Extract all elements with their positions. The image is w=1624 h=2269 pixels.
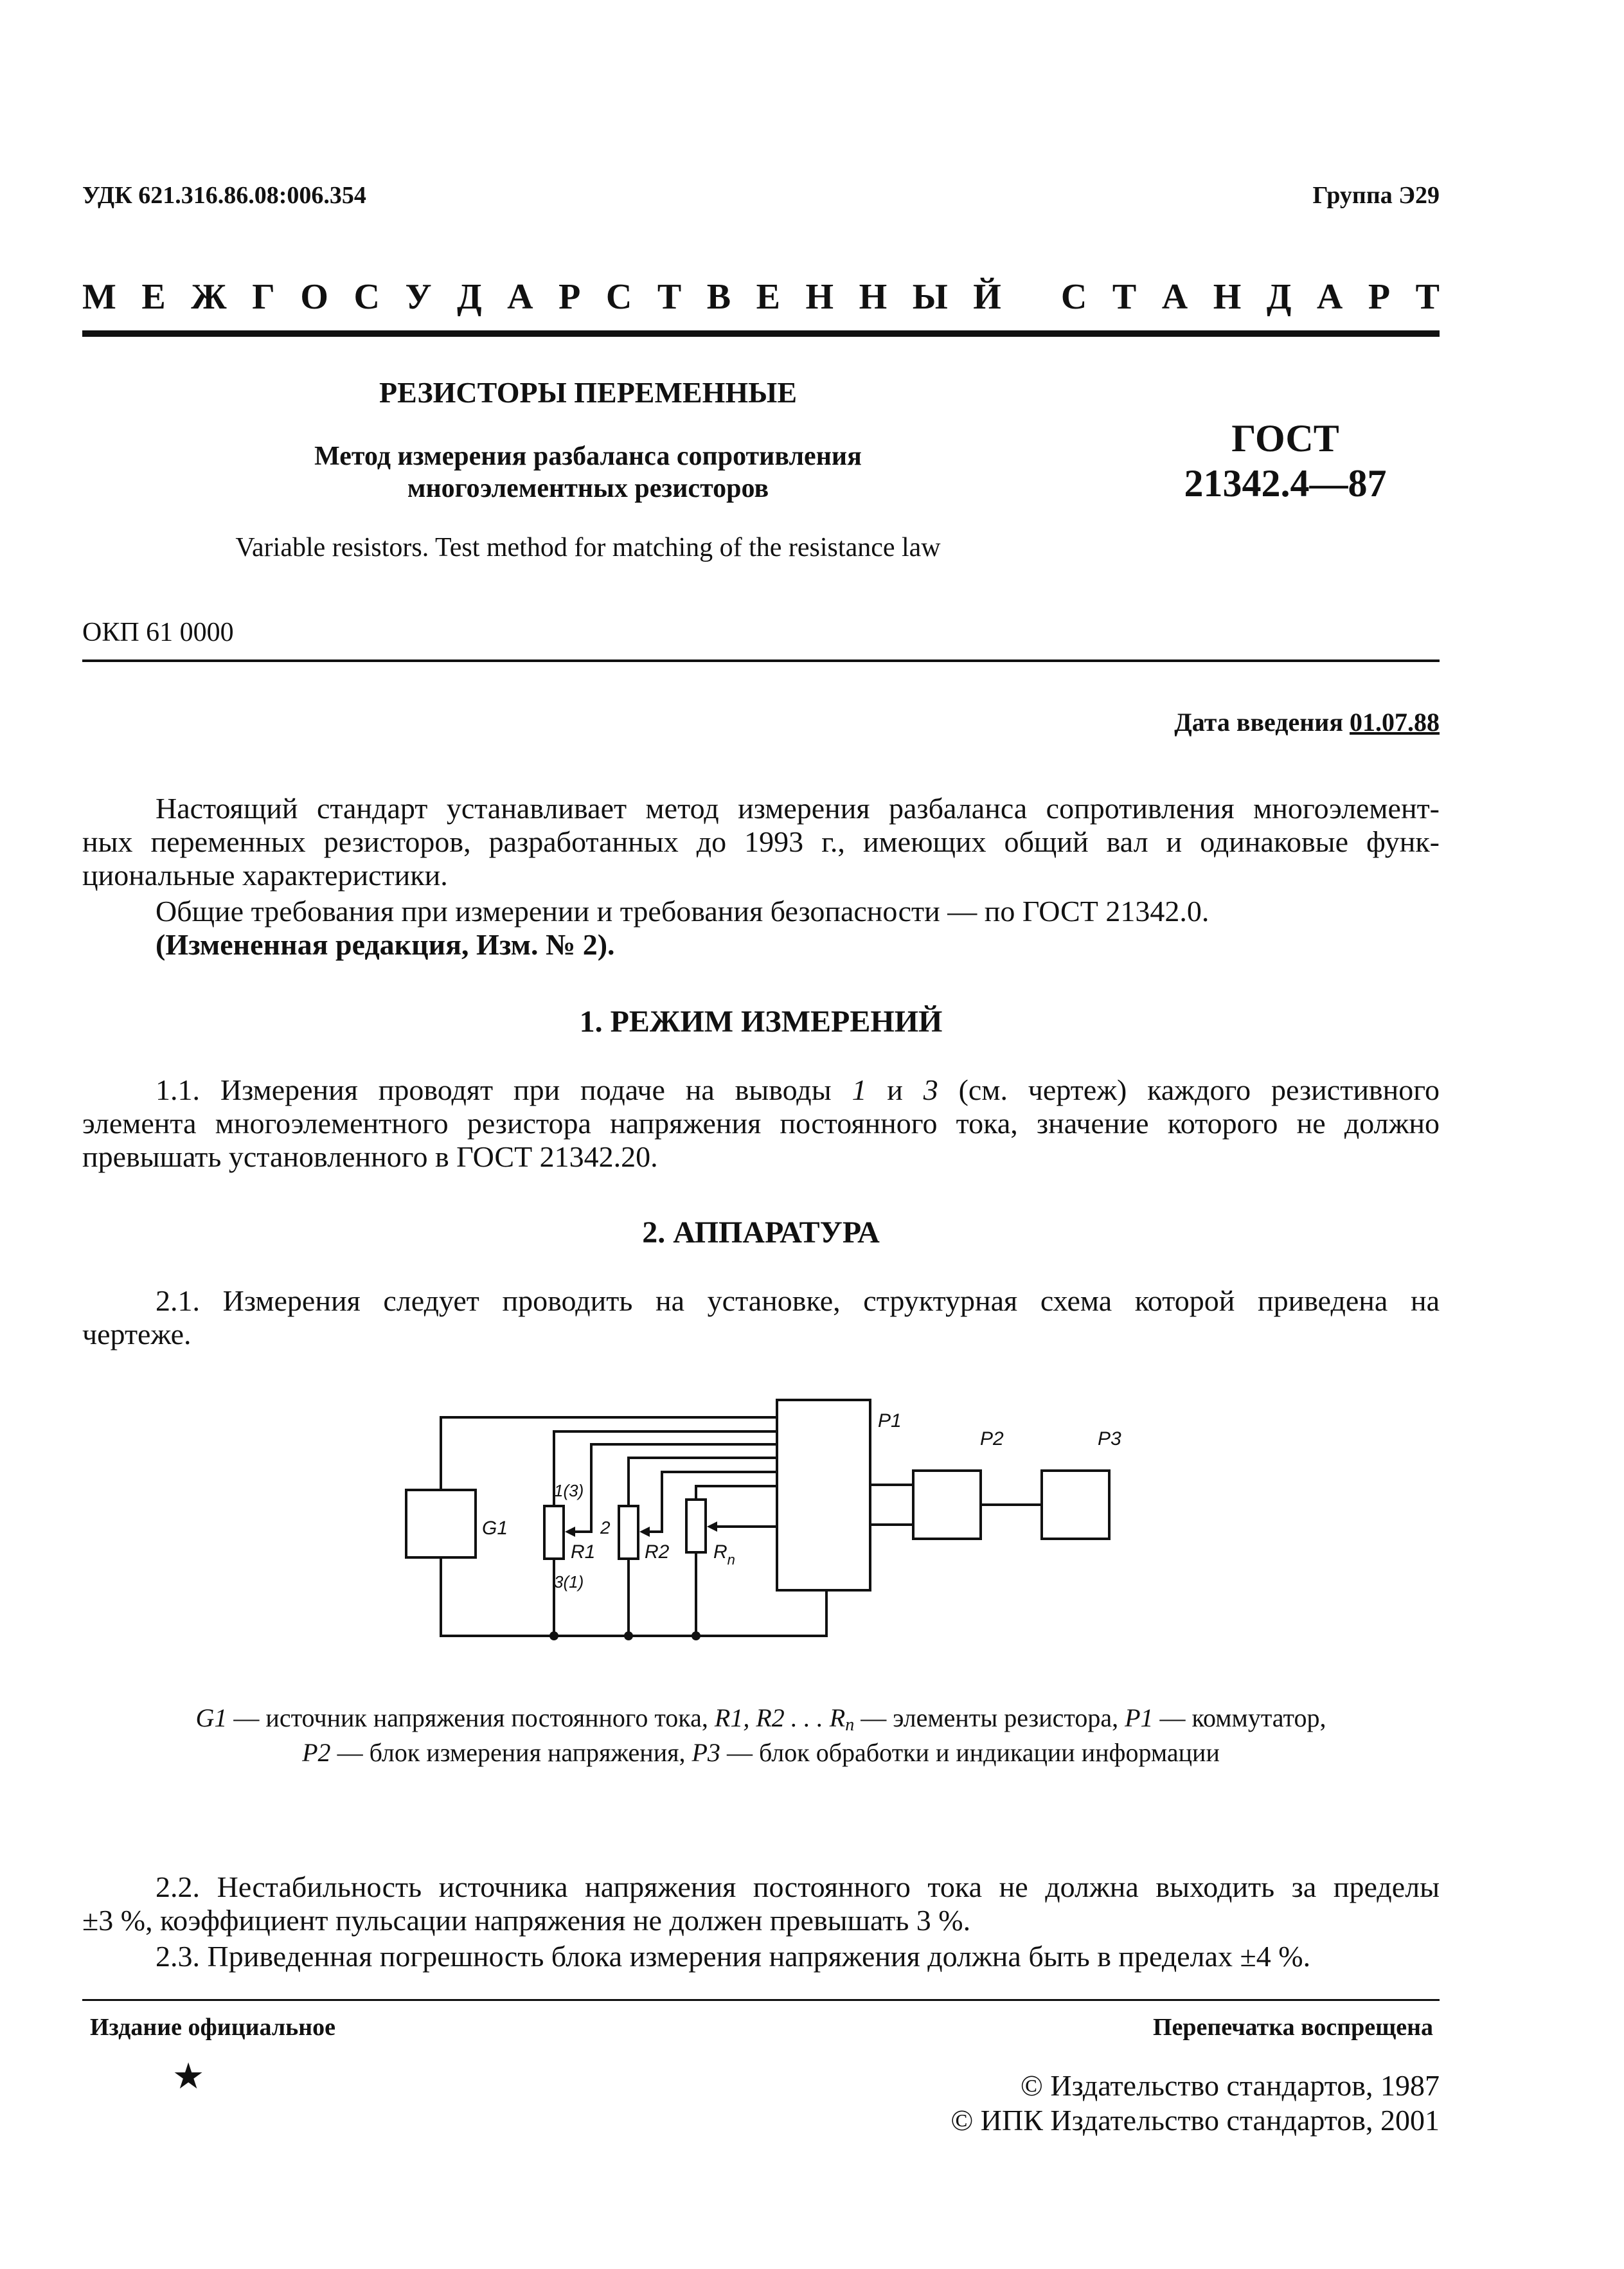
p1-block [777, 1400, 870, 1590]
title-letter: Ж [191, 277, 227, 317]
doc-subtitle-2: многоэлементных резисторов [407, 474, 769, 503]
title-rule [82, 330, 1440, 337]
p2-block [913, 1471, 981, 1539]
title-letter: Г [252, 277, 275, 317]
date-label: Дата введения [1174, 708, 1343, 737]
label-pin-2: 2 [600, 1518, 611, 1538]
section-1-line-2: элемента многоэлементного резистора напряжения постоянного тока, значение которого не должно [82, 1107, 1440, 1140]
title-letter: Р [558, 277, 581, 317]
official-edition: Издание официальное [90, 2014, 336, 2041]
title-letter: Ы [912, 277, 948, 317]
copyright-2001: © ИПК Издательство стандартов, 2001 [950, 2104, 1440, 2137]
intro-revision: (Измененная редакция, Изм. № 2). [156, 928, 615, 961]
introduction-date [1174, 707, 1440, 737]
title-letter: Т [657, 277, 682, 317]
label-r1: R1 [571, 1541, 596, 1563]
section-1-title: 1. РЕЖИМ ИЗМЕРЕНИЙ [579, 1005, 943, 1039]
cap-p3: P3 [692, 1738, 720, 1767]
title-letter: Е [756, 277, 780, 317]
section-2-2-line-1: 2.2. Нестабильность источника напряжения постоянного тока не должна выходить за пределы [156, 1870, 1440, 1903]
title-letter: С [1060, 277, 1087, 317]
section-2-1-line-2: чертеже. [82, 1318, 192, 1350]
section-2-3: 2.3. Приведенная погрешность блока измерения напряжения должна быть в пределах ±4 %. [156, 1940, 1311, 1973]
label-rn [713, 1541, 735, 1568]
cap-text-a: — источник напряжения постоянного тока, [227, 1703, 715, 1732]
cap-r: R1, R2 . . . R [714, 1703, 846, 1732]
okp-code: ОКП 61 0000 [82, 618, 234, 647]
p3-block [1042, 1471, 1109, 1539]
structural-diagram [386, 1382, 1189, 1652]
intro-line-3: циональные характеристики. [82, 859, 448, 892]
title-word-gap [1026, 276, 1035, 318]
doc-title: РЕЗИСТОРЫ ПЕРЕМЕННЫЕ [379, 376, 797, 409]
r1-resistor [544, 1506, 564, 1559]
title-letter: Т [1112, 277, 1137, 317]
section-2-1-line-1: 2.1. Измерения следует проводить на установке, структурная схема которой приведена на [156, 1284, 1440, 1317]
title-letter: Н [859, 277, 888, 317]
date-value: 01.07.88 [1350, 708, 1440, 737]
title-letter: А [507, 277, 533, 317]
title-letter: Н [1213, 277, 1242, 317]
udk-code: УДК 621.316.86.08:006.354 [82, 182, 366, 209]
cap-r-sub: n [845, 1715, 855, 1735]
s1-text-a: 1.1. Измерения проводят при подаче на выводы [156, 1073, 852, 1106]
title-letter: Д [1266, 277, 1292, 317]
section-2-2-line-2: ±3 %, коэффициент пульсации напряжения не должен превышать 3 %. [82, 1904, 971, 1937]
label-rn-sub: n [727, 1552, 735, 1568]
rn-resistor [686, 1500, 706, 1552]
label-r2: R2 [645, 1541, 670, 1563]
section-1-line-1 [82, 1073, 1440, 1107]
title-letter: М [82, 277, 116, 317]
intro-line-1: Настоящий стандарт устанавливает метод измерения разбаланса сопротивления многоэлемент- [156, 792, 1440, 825]
label-pin-1-3: 1(3) [554, 1481, 584, 1500]
title-letter: У [405, 277, 432, 317]
cap-p2: P2 [302, 1738, 331, 1767]
title-letter: О [300, 277, 328, 317]
g1-block [406, 1490, 476, 1557]
cap-text-c: — коммутатор, [1153, 1703, 1326, 1732]
label-p2: P2 [980, 1428, 1004, 1449]
gost-label: ГОСТ [1231, 417, 1339, 460]
title-letter: В [706, 277, 731, 317]
section-1-line-3: превышать установленного в ГОСТ 21342.20. [82, 1140, 658, 1173]
title-letter: Е [141, 277, 166, 317]
label-g1: G1 [482, 1518, 508, 1539]
s1-text-b: и [866, 1073, 924, 1106]
intro-requirements: Общие требования при измерении и требования безопасности — по ГОСТ 21342.0. [156, 895, 1209, 928]
title-letter: С [353, 277, 380, 317]
doc-title-english: Variable resistors. Test method for matching of the resistance law [235, 533, 941, 562]
title-letter: А [1316, 277, 1343, 317]
label-p3: P3 [1098, 1428, 1121, 1449]
cap-p1: P1 [1125, 1703, 1154, 1732]
cap-text-e: — блок обработки и индикации информации [720, 1738, 1220, 1767]
section-2-title: 2. АППАРАТУРА [642, 1215, 880, 1250]
star-icon: ★ [172, 2057, 205, 2097]
standard-type-title [82, 276, 1440, 318]
okp-rule [82, 659, 1440, 662]
group-code: Группа Э29 [1312, 182, 1440, 209]
title-letter: Р [1368, 277, 1391, 317]
title-letter: Д [457, 277, 482, 317]
cap-g1: G1 [195, 1703, 228, 1732]
label-rn-main: R [713, 1541, 727, 1563]
gost-number: 21342.4—87 [1184, 462, 1387, 505]
footer-rule [82, 1999, 1440, 2001]
s1-text-c: (см. чертеж) каждого резистивного [938, 1073, 1440, 1106]
label-pin-3-1: 3(1) [554, 1572, 584, 1592]
r2-resistor [619, 1506, 638, 1559]
label-p1: P1 [878, 1410, 902, 1431]
cap-text-b: — элементы резистора, [854, 1703, 1125, 1732]
title-letter: Т [1415, 277, 1440, 317]
title-letter: А [1161, 277, 1188, 317]
s1-term-1: 1 [852, 1073, 867, 1106]
s1-term-3: 3 [923, 1073, 938, 1106]
doc-subtitle-1: Метод измерения разбаланса сопротивления [314, 442, 862, 471]
cap-text-d: — блок измерения напряжения, [330, 1738, 692, 1767]
title-letter: Й [973, 277, 1001, 317]
title-letter: Н [805, 277, 834, 317]
diagram-caption-line-2 [82, 1735, 1440, 1770]
reprint-prohibited: Перепечатка воспрещена [1152, 2014, 1433, 2041]
title-letter: С [605, 277, 632, 317]
intro-line-2: ных переменных резисторов, разработанных до 1993 г., имеющих общий вал и одинаковые функ- [82, 825, 1440, 858]
copyright-1987: © Издательство стандартов, 1987 [1020, 2069, 1440, 2102]
